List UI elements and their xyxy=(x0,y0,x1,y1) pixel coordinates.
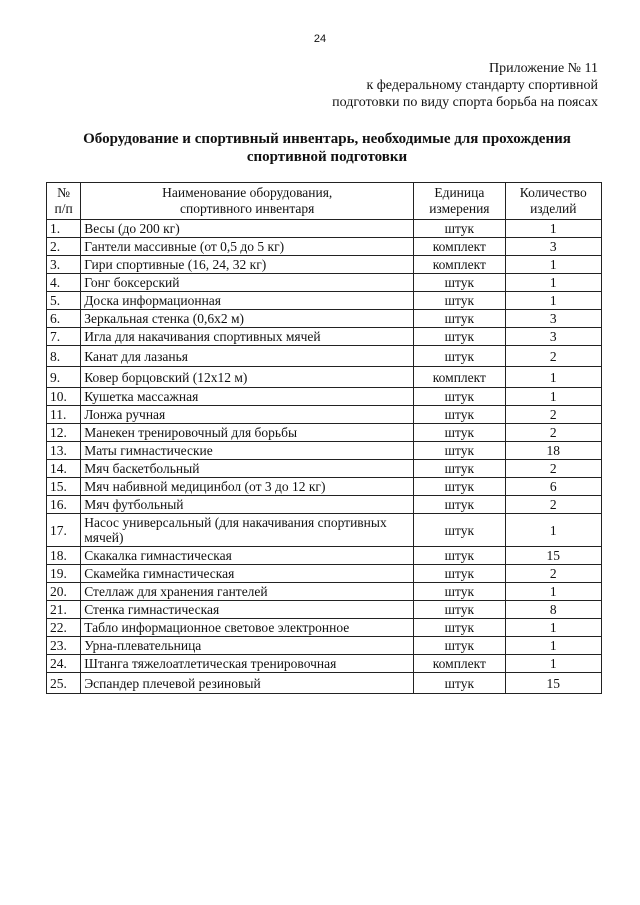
cell-num: 19. xyxy=(47,565,81,583)
cell-qty: 2 xyxy=(505,424,602,442)
cell-qty: 1 xyxy=(505,637,602,655)
table-row xyxy=(47,328,602,346)
cell-name: Гонг боксерский xyxy=(81,274,414,292)
cell-qty: 1 xyxy=(505,583,602,601)
cell-qty: 15 xyxy=(505,547,602,565)
title-line-1: Оборудование и спортивный инвентарь, необходимые для прохождения xyxy=(83,131,571,147)
cell-name: Лонжа ручная xyxy=(81,406,414,424)
cell-name: Насос универсальный (для накачивания спортивных мячей) xyxy=(81,514,414,547)
table-row xyxy=(47,424,602,442)
table-row xyxy=(47,310,602,328)
cell-unit: штук xyxy=(414,328,505,346)
cell-unit: штук xyxy=(414,346,505,367)
table-row xyxy=(47,367,602,388)
cell-num: 25. xyxy=(47,673,81,694)
table-row xyxy=(47,346,602,367)
cell-name: Табло информационное световое электронное xyxy=(81,619,414,637)
cell-name: Мяч баскетбольный xyxy=(81,460,414,478)
cell-num: 15. xyxy=(47,478,81,496)
table-row xyxy=(47,496,602,514)
cell-unit: комплект xyxy=(414,367,505,388)
cell-unit: штук xyxy=(414,496,505,514)
cell-num: 3. xyxy=(47,256,81,274)
cell-num: 4. xyxy=(47,274,81,292)
table-header-row xyxy=(47,183,602,220)
cell-num: 23. xyxy=(47,637,81,655)
cell-num: 5. xyxy=(47,292,81,310)
table-row xyxy=(47,406,602,424)
appendix-line-3: подготовки по виду спорта борьба на поясах xyxy=(332,95,598,110)
cell-unit: штук xyxy=(414,514,505,547)
table-row xyxy=(47,220,602,238)
cell-num: 12. xyxy=(47,424,81,442)
cell-unit: штук xyxy=(414,601,505,619)
table-row xyxy=(47,601,602,619)
cell-name: Канат для лазанья xyxy=(81,346,414,367)
cell-qty: 3 xyxy=(505,238,602,256)
header-unit xyxy=(414,183,505,220)
cell-qty: 18 xyxy=(505,442,602,460)
cell-num: 14. xyxy=(47,460,81,478)
header-num-line-1: № xyxy=(57,185,71,200)
table-row xyxy=(47,442,602,460)
cell-qty: 1 xyxy=(505,274,602,292)
cell-unit: штук xyxy=(414,406,505,424)
cell-num: 17. xyxy=(47,514,81,547)
table-row xyxy=(47,583,602,601)
table-row xyxy=(47,478,602,496)
table-row xyxy=(47,673,602,694)
table-row xyxy=(47,388,602,406)
header-unit-line-1: Единица xyxy=(434,185,485,200)
cell-qty: 1 xyxy=(505,388,602,406)
cell-num: 18. xyxy=(47,547,81,565)
cell-qty: 2 xyxy=(505,496,602,514)
cell-num: 6. xyxy=(47,310,81,328)
cell-qty: 15 xyxy=(505,673,602,694)
cell-num: 9. xyxy=(47,367,81,388)
cell-name: Гантели массивные (от 0,5 до 5 кг) xyxy=(81,238,414,256)
table-row xyxy=(47,274,602,292)
appendix-line-2: к федеральному стандарту спортивной xyxy=(366,78,598,93)
cell-unit: штук xyxy=(414,292,505,310)
table-row xyxy=(47,256,602,274)
cell-qty: 2 xyxy=(505,565,602,583)
cell-qty: 2 xyxy=(505,406,602,424)
cell-num: 2. xyxy=(47,238,81,256)
cell-name: Кушетка массажная xyxy=(81,388,414,406)
cell-qty: 2 xyxy=(505,346,602,367)
cell-num: 1. xyxy=(47,220,81,238)
table-row xyxy=(47,460,602,478)
cell-num: 13. xyxy=(47,442,81,460)
header-qty-line-1: Количество xyxy=(519,185,587,200)
cell-num: 21. xyxy=(47,601,81,619)
cell-name: Стенка гимнастическая xyxy=(81,601,414,619)
cell-num: 11. xyxy=(47,406,81,424)
header-unit-line-2: измерения xyxy=(429,201,490,216)
cell-unit: штук xyxy=(414,310,505,328)
table-row xyxy=(47,655,602,673)
equipment-table xyxy=(46,182,602,694)
cell-qty: 1 xyxy=(505,256,602,274)
cell-qty: 1 xyxy=(505,367,602,388)
header-name xyxy=(81,183,414,220)
header-num xyxy=(47,183,81,220)
cell-qty: 1 xyxy=(505,619,602,637)
cell-name: Стеллаж для хранения гантелей xyxy=(81,583,414,601)
cell-unit: комплект xyxy=(414,655,505,673)
cell-unit: штук xyxy=(414,637,505,655)
cell-num: 7. xyxy=(47,328,81,346)
cell-name: Весы (до 200 кг) xyxy=(81,220,414,238)
title-line-2: спортивной подготовки xyxy=(246,149,408,165)
cell-unit: штук xyxy=(414,673,505,694)
cell-num: 22. xyxy=(47,619,81,637)
cell-qty: 6 xyxy=(505,478,602,496)
header-name-line-2: спортивного инвентаря xyxy=(180,201,315,216)
header-qty-line-2: изделий xyxy=(530,201,577,216)
cell-qty: 2 xyxy=(505,460,602,478)
appendix-line-1: Приложение № 11 xyxy=(489,61,598,76)
cell-unit: штук xyxy=(414,442,505,460)
cell-unit: штук xyxy=(414,424,505,442)
cell-unit: штук xyxy=(414,274,505,292)
cell-qty: 1 xyxy=(505,220,602,238)
cell-num: 10. xyxy=(47,388,81,406)
cell-qty: 3 xyxy=(505,328,602,346)
cell-unit: штук xyxy=(414,583,505,601)
table-row xyxy=(47,565,602,583)
cell-unit: комплект xyxy=(414,238,505,256)
cell-qty: 1 xyxy=(505,514,602,547)
cell-qty: 8 xyxy=(505,601,602,619)
cell-unit: штук xyxy=(414,547,505,565)
cell-name: Скакалка гимнастическая xyxy=(81,547,414,565)
cell-num: 24. xyxy=(47,655,81,673)
cell-name: Скамейка гимнастическая xyxy=(81,565,414,583)
header-num-line-2: п/п xyxy=(54,201,73,216)
table-row xyxy=(47,292,602,310)
table-row xyxy=(47,619,602,637)
cell-unit: штук xyxy=(414,565,505,583)
cell-num: 16. xyxy=(47,496,81,514)
cell-name: Манекен тренировочный для борьбы xyxy=(81,424,414,442)
cell-unit: штук xyxy=(414,220,505,238)
cell-name: Эспандер плечевой резиновый xyxy=(81,673,414,694)
cell-name: Ковер борцовский (12х12 м) xyxy=(81,367,414,388)
cell-name: Урна-плевательница xyxy=(81,637,414,655)
cell-name: Игла для накачивания спортивных мячей xyxy=(81,328,414,346)
cell-unit: штук xyxy=(414,478,505,496)
appendix-header xyxy=(332,60,598,111)
cell-name: Штанга тяжелоатлетическая тренировочная xyxy=(81,655,414,673)
page-number: 24 xyxy=(313,33,327,45)
header-qty xyxy=(505,183,602,220)
cell-num: 20. xyxy=(47,583,81,601)
cell-qty: 1 xyxy=(505,292,602,310)
cell-unit: штук xyxy=(414,619,505,637)
cell-qty: 1 xyxy=(505,655,602,673)
cell-name: Зеркальная стенка (0,6х2 м) xyxy=(81,310,414,328)
table-row xyxy=(47,547,602,565)
document-title xyxy=(40,130,614,166)
cell-name: Доска информационная xyxy=(81,292,414,310)
table-row xyxy=(47,637,602,655)
header-name-line-1: Наименование оборудования, xyxy=(162,185,333,200)
table-row xyxy=(47,238,602,256)
cell-name: Мяч набивной медицинбол (от 3 до 12 кг) xyxy=(81,478,414,496)
cell-qty: 3 xyxy=(505,310,602,328)
cell-name: Гири спортивные (16, 24, 32 кг) xyxy=(81,256,414,274)
cell-name: Мяч футбольный xyxy=(81,496,414,514)
cell-unit: комплект xyxy=(414,256,505,274)
table-row xyxy=(47,514,602,547)
cell-unit: штук xyxy=(414,460,505,478)
cell-name: Маты гимнастические xyxy=(81,442,414,460)
cell-unit: штук xyxy=(414,388,505,406)
cell-num: 8. xyxy=(47,346,81,367)
